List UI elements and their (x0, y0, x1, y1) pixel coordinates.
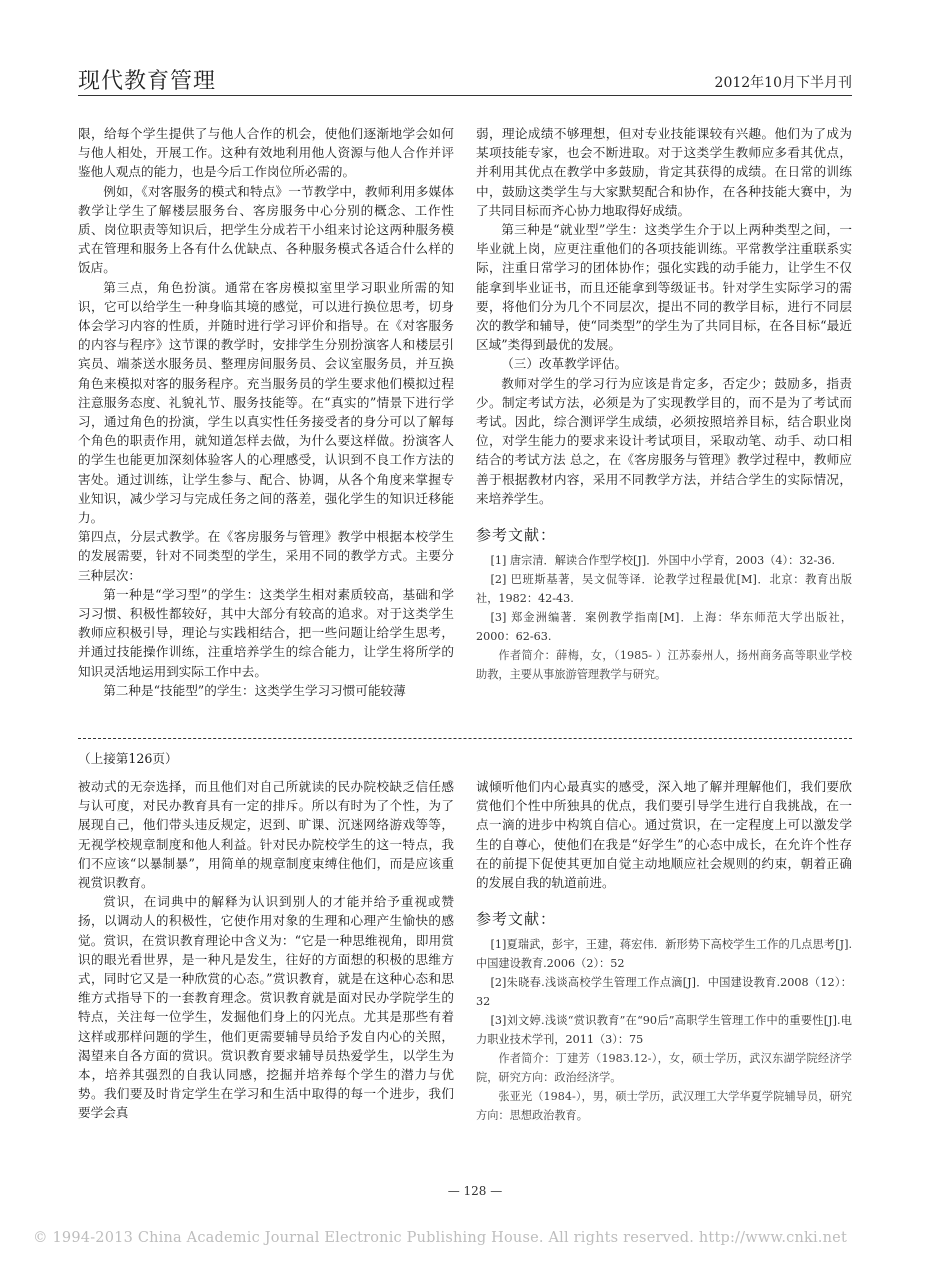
reference-item: [1]夏瑞武，彭宇，王建，蒋宏伟．新形势下高校学生工作的几点思考[J].中国建设教育.2006（2）：52 (476, 938, 852, 971)
paragraph: 第三种是“就业型”学生：这类学生介于以上两种类型之间，一毕业就上岗，应更注重他们的各项技能训练。平常教学注重联系实际，注重日常学习的团体协作；强化实践的动手能力，让学生不仅能拿到毕业证书，而且还能拿到等级证书。针对学生实际学习的需要，将他们分为几个不同层次，提出不同的教学目标，进行不同层次的教学和辅导，使“同类型”的学生为了共同目标，在各目标“最近区域”类得到最优的发展。 (476, 222, 852, 353)
issue-date: 2012年10月下半月刊 (714, 75, 852, 91)
paragraph: 弱，理论成绩不够理想，但对专业技能课较有兴趣。他们为了成为某项技能专家，也会不断进取。对于这类学生教师应多看其优点，并利用其优点在教学中多鼓励，肯定其获得的成绩。在日常的训练中，鼓励这类学生与大家默契配合和协作，在各种技能大赛中，为了共同目标而齐心协力地取得好成绩。 (476, 126, 852, 218)
author-bio: 作者简介：薛梅，女，（1985- ）江苏泰州人，扬州商务高等职业学校助教，主要从事旅游管理教学与研究。 (476, 649, 852, 682)
references-heading: 参考文献： (476, 526, 557, 545)
header-rule (78, 95, 852, 96)
paragraph: 第三点，角色扮演。通常在客房模拟室里学习职业所需的知识，它可以给学生一种身临其境的感觉，可以进行换位思考，切身体会学习内容的性质，并随时进行学习评价和指导。在《对客服务的内容与程序》这节课的教学时，安排学生分别扮演客人和楼层引宾员、端茶送水服务员、整理房间服务员、会议室服务员，并互换角色来模拟对客的服务程序。充当服务员的学生要求他们模拟过程注意服务态度、礼貌礼节、服务技能等。在“真实的”情景下进行学习，通过角色的扮演，学生以真实性任务接受者的身分可以了解每个角色的职责作用，就知道怎样去做，为什么要这样做。扮演客人的学生也能更加深刻体验客人的心理感受，认识到不良工作方法的害处。通过训练，让学生参与、配合、协调，从各个角度来掌握专业知识，减少学习与完成任务之间的落差，强化学生的知识迁移能力。 (78, 279, 454, 526)
paragraph: 限，给每个学生提供了与他人合作的机会，使他们逐渐地学会如何与他人相处，开展工作。这种有效地利用他人资源与他人合作并评鉴他人观点的能力，也是今后工作岗位所必需的。 (78, 126, 454, 180)
article-b-column-1 (78, 777, 454, 1123)
reference-item: [3]刘文婷.浅谈“赏识教育”在“90后”高职学生管理工作中的重要性[J].电力职业技术学刊，2011（3）：75 (476, 1014, 852, 1047)
paragraph: 被动式的无奈选择，而且他们对自己所就读的民办院校缺乏信任感与认可度，对民办教育具有一定的排斥。所以有时为了个性，为了展现自己，他们带头违反规定，迟到、旷课、沉迷网络游戏等等，无视学校规章制度和他人利益。针对民办院校学生的这一特点，我们不应该“以暴制暴”，用简单的规章制度束缚住他们，而是应该重视赏识教育。 (78, 779, 454, 891)
paragraph: 诚倾听他们内心最真实的感受，深入地了解并理解他们，我们要欣赏他们个性中所独具的优点，我们要引导学生进行自我挑战，在一点一滴的进步中构筑自信心。通过赏识，在一定程度上可以激发学生的自尊心，使他们在我是“好学生”的心态中成长，在允许个性存在的前提下促使其更加自觉主动地顺应社会规则的约束，朝着正确的发展自我的轨道前进。 (476, 779, 852, 891)
reference-item: [2]朱晓春.浅谈高校学生管理工作点滴[J]．中国建设教育.2008（12）：32 (476, 976, 852, 1009)
paragraph: 第一种是“学习型”的学生：这类学生相对素质较高，基础和学习习惯、积极性都较好，其中大部分有较高的追求。对于这类学生教师应积极引导，理论与实践相结合，把一些问题让给学生思考，并通过技能操作训练，注重培养学生的综合能力，让学生将所学的知识灵活地运用到实际工作中去。 (78, 586, 454, 679)
references-heading: 参考文献： (476, 910, 557, 929)
section-heading: （三）改革教学评估。 (501, 356, 628, 372)
reference-item: [2] 巴班斯基著，吴文侃等译．论教学过程最优[M]．北京：教育出版社，1982：42-43. (476, 573, 852, 606)
reference-item: [1] 唐宗清．解读合作型学校[J]．外国中小学育，2003（4）：32-36. (490, 554, 836, 568)
continuation-note: （上接第126页） (78, 751, 178, 766)
journal-title: 现代教育管理 (78, 69, 217, 94)
paragraph: 赏识，在词典中的解释为认识到别人的才能并给予重视或赞扬，以调动人的积极性，它使作用对象的生理和心理产生愉快的感觉。赏识，在赏识教育理论中含义为：“它是一种思维视角，即用赏识的眼光看世界，是一种凡是发生，往好的方面想的积极的思维方式，同时它又是一种欣赏的心态。”赏识教育，就是在这种心态和思维方式指导下的一套教育理念。赏识教育就是面对民办学院学生的特点，关注每一位学生，发掘他们身上的闪光点。尤其是那些有着这样或那样问题的学生，他们更需要辅导员给予发自内心的关照，渴望来自各方面的赏识。赏识教育要求辅导员热爱学生，以学生为本，培养其强烈的自我认同感，挖掘并培养每个学生的潜力与优势。我们要及时肯定学生在学习和生活中取得的每一个进步，我们要学会真 (78, 894, 454, 1121)
article-a-column-2 (476, 124, 852, 684)
paragraph: 第四点，分层式教学。在《客房服务与管理》教学中根据本校学生的发展需要，针对不同类型的学生，采用不同的教学方式。主要分三种层次： (78, 529, 454, 583)
article-b-column-2 (476, 777, 852, 1125)
reference-item: [3] 郑金洲编著．案例教学指南[M]．上海：华东师范大学出版社，2000：62-63. (476, 611, 852, 644)
author-bio: 作者简介：丁建芳（1983.12-），女，硕士学历，武汉东湖学院经济学院，研究方向：政治经济学。 (476, 1052, 852, 1085)
paragraph: 例如，《对客服务的模式和特点》一节教学中，教师利用多媒体教学让学生了解楼层服务台、客房服务中心分别的概念、工作性质、岗位职责等知识后，把学生分成若干小组来讨论这两种服务模式在管理和服务上各有什么优缺点、各种服务模式各适合什么样的饭店。 (78, 183, 454, 276)
copyright-footer: © 1994-2013 China Academic Journal Electronic Publishing House. All rights reserved. http://www.cnki.net (33, 1230, 847, 1246)
article-divider (78, 738, 852, 739)
paragraph: 第二种是“技能型”的学生：这类学生学习习惯可能较薄 (103, 682, 406, 698)
page-number: — 128 — (447, 1184, 503, 1198)
article-a-column-1 (78, 124, 454, 700)
paragraph: 教师对学生的学习行为应该是肯定多，否定少；鼓励多，指责少。制定考试方法，必须是为了实现教学目的，而不是为了考试而考试。因此，综合测评学生成绩，必须按照培养目标，结合职业岗位，对学生能力的要求来设计考试项目，采取动笔、动手、动口相结合的考试方法 总之，在《客房服务与管理》教学过程中，教师应善于根据教材内容，采用不同教学方法，并结合学生的实际情况，来培养学生。 (476, 375, 852, 506)
author-bio: 张亚光（1984-），男，硕士学历，武汉理工大学华夏学院辅导员，研究方向：思想政治教育。 (476, 1090, 852, 1123)
